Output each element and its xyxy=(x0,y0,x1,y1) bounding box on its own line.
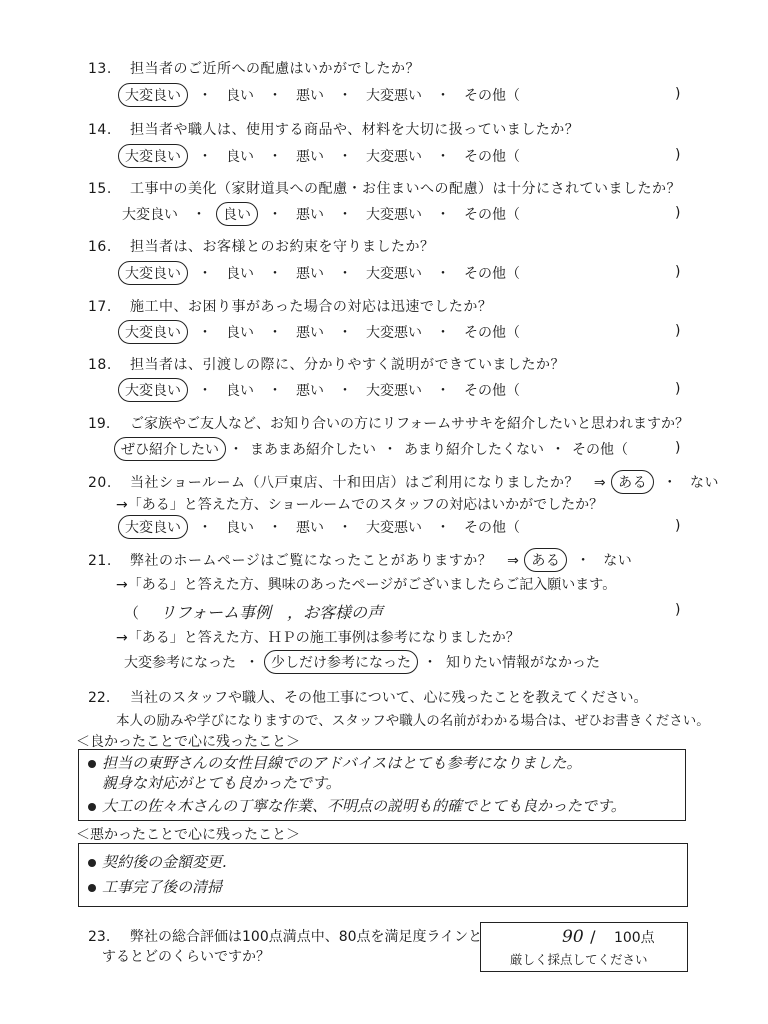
options-13: 大変良い ・ 良い ・ 悪い ・ 大変悪い ・ その他（ xyxy=(118,83,524,107)
option[interactable]: その他（ xyxy=(464,207,520,223)
open-paren: （ xyxy=(124,604,140,622)
close-paren: ) xyxy=(675,205,681,221)
option[interactable]: 良い xyxy=(226,266,254,282)
bullet-icon xyxy=(88,760,96,768)
option[interactable]: その他（ xyxy=(464,266,520,282)
answer-no[interactable]: ない xyxy=(603,553,633,569)
score-note: 厳しく採点してください xyxy=(510,952,648,967)
option[interactable]: 知りたい情報がなかった xyxy=(446,655,600,671)
question-text: 当社のスタッフや職人、その他工事について、心に残ったことを教えてください。 xyxy=(130,690,648,706)
question-19 xyxy=(88,413,689,433)
question-13 xyxy=(88,58,420,78)
option[interactable]: 良い xyxy=(226,149,254,165)
question-16 xyxy=(88,236,435,256)
option[interactable]: その他（ xyxy=(464,383,520,399)
bullet-icon xyxy=(88,859,96,867)
question-text: 担当者は、引渡しの際に、分かりやすく説明ができていましたか？ xyxy=(130,357,565,373)
question-number: 19. xyxy=(88,416,111,432)
question-text: 担当者のご近所への配慮はいかがでしたか？ xyxy=(130,61,420,77)
question-number: 23. xyxy=(88,929,111,945)
question-22-text2: 本人の励みや学びになりますので、スタッフや職人の名前がわかる場合は、ぜひお書きください。 xyxy=(116,713,710,729)
good-comment-line: 担当の東野さんの女性目線でのアドバイスはとても参考になりました。 xyxy=(88,752,582,773)
option-selected[interactable]: 良い xyxy=(216,202,258,226)
question-number: 21. xyxy=(88,553,112,569)
options-17: 大変良い ・ 良い ・ 悪い ・ 大変悪い ・ その他（ xyxy=(118,320,524,344)
option[interactable]: 悪い xyxy=(296,520,324,536)
question-15 xyxy=(88,178,681,198)
option[interactable]: 悪い xyxy=(296,207,324,223)
question-text: 弊社のホームページはご覧になったことがありますか？ xyxy=(130,553,493,569)
option[interactable]: その他（ xyxy=(464,88,520,104)
bad-comment-line: 工事完了後の清掃 xyxy=(88,876,222,897)
question-number: 17. xyxy=(88,299,112,315)
option[interactable]: まあまあ紹介したい xyxy=(250,442,376,458)
question-text: 工事中の美化（家財道具への配慮・お住まいへの配慮）は十分にされていましたか？ xyxy=(130,181,681,197)
question-17 xyxy=(88,296,492,316)
answer-yes-selected[interactable]: ある xyxy=(611,470,654,494)
option[interactable]: 良い xyxy=(226,88,254,104)
option[interactable]: 大変悪い xyxy=(366,266,422,282)
option[interactable]: その他（ xyxy=(464,149,520,165)
option[interactable]: その他（ xyxy=(464,325,520,341)
question-text: 担当者や職人は、使用する商品や、材料を大切に扱っていましたか？ xyxy=(130,122,580,138)
options-14: 大変良い ・ 良い ・ 悪い ・ 大変悪い ・ その他（ xyxy=(118,144,524,168)
option[interactable]: 大変悪い xyxy=(366,149,422,165)
close-paren: ) xyxy=(675,518,681,534)
option[interactable]: 悪い xyxy=(296,266,324,282)
options-19: ぜひ紹介したい ・ まあまあ紹介したい ・ あまり紹介したくない ・ その他（ xyxy=(114,437,632,461)
option[interactable]: 大変参考になった xyxy=(124,655,236,671)
option[interactable]: 大変悪い xyxy=(366,88,422,104)
question-text: 施工中、お困り事があった場合の対応は迅速でしたか？ xyxy=(130,299,493,315)
arrow: ⇒ xyxy=(507,553,520,569)
arrow: ⇒ xyxy=(593,475,607,491)
question-number: 15. xyxy=(88,181,112,197)
option[interactable]: 大変良い xyxy=(122,207,178,223)
close-paren: ) xyxy=(675,602,681,618)
option[interactable]: 大変悪い xyxy=(366,383,422,399)
close-paren: ) xyxy=(675,323,681,339)
q21-answer-field[interactable] xyxy=(124,600,383,623)
options-18: 大変良い ・ 良い ・ 悪い ・ 大変悪い ・ その他（ xyxy=(118,378,524,402)
option-selected[interactable]: 大変良い xyxy=(118,261,188,285)
question-text: ご家族やご友人など、お知り合いの方にリフォームササキを紹介したいと思われますか？ xyxy=(130,416,690,432)
option-selected[interactable]: 大変良い xyxy=(118,144,188,168)
options-20: 大変良い ・ 良い ・ 悪い ・ 大変悪い ・ その他（ xyxy=(118,515,524,539)
question-14 xyxy=(88,119,579,139)
option-selected[interactable]: ぜひ紹介したい xyxy=(114,437,226,461)
option[interactable]: 良い xyxy=(226,325,254,341)
option[interactable]: 大変悪い xyxy=(366,207,422,223)
options-21: 大変参考になった ・ 少しだけ参考になった ・ 知りたい情報がなかった xyxy=(120,650,604,674)
option[interactable]: その他（ xyxy=(572,442,628,458)
score-row xyxy=(562,927,655,947)
option-selected[interactable]: 大変良い xyxy=(118,515,188,539)
option[interactable]: 悪い xyxy=(296,149,324,165)
question-text: 担当者は、お客様とのお約束を守りましたか？ xyxy=(130,239,435,255)
bullet-icon xyxy=(88,803,96,811)
question-text: 弊社の総合評価は100点満点中、80点を満足度ラインと xyxy=(130,929,483,945)
close-paren: ) xyxy=(675,264,681,280)
close-paren: ) xyxy=(675,147,681,163)
q20-subquestion: →「ある」と答えた方、ショールームでのスタッフの対応はいかがでしたか？ xyxy=(116,497,604,513)
option-selected[interactable]: 大変良い xyxy=(118,83,188,107)
bullet-icon xyxy=(88,884,96,892)
q21-subquestion-1: →「ある」と答えた方、興味のあったページがございましたらご記入願います。 xyxy=(116,577,617,593)
question-23 xyxy=(88,926,482,946)
question-number: 14. xyxy=(88,122,112,138)
option[interactable]: 悪い xyxy=(296,383,324,399)
q21-subquestion-2: →「ある」と答えた方、ＨＰの施工事例は参考になりましたか？ xyxy=(116,630,520,646)
option[interactable]: 大変悪い xyxy=(366,520,422,536)
question-20: 20. 当社ショールーム（八戸東店、十和田店）はご利用になりましたか？ ⇒ ある ・ ない xyxy=(88,470,723,494)
answer-yes-selected[interactable]: ある xyxy=(524,548,567,572)
question-18 xyxy=(88,354,565,374)
score-value: 90 xyxy=(562,927,584,947)
bad-comments-label: ＜悪かったことで心に残ったこと＞ xyxy=(76,827,300,843)
option[interactable]: 良い xyxy=(226,520,254,536)
good-comment-line: 大工の佐々木さんの丁寧な作業、不明点の説明も的確でとても良かったです。 xyxy=(88,795,626,816)
handwritten-answer: リフォーム事例 ，お客様の声 xyxy=(159,603,383,622)
option-selected[interactable]: 大変良い xyxy=(118,378,188,402)
question-number: 20. xyxy=(88,475,112,491)
option-selected[interactable]: 大変良い xyxy=(118,320,188,344)
close-paren: ) xyxy=(675,86,681,102)
option[interactable]: あまり紹介したくない xyxy=(404,442,544,458)
question-number: 16. xyxy=(88,239,112,255)
option[interactable]: 大変悪い xyxy=(366,325,422,341)
question-number: 18. xyxy=(88,357,112,373)
score-max: 100点 xyxy=(613,930,655,946)
options-16: 大変良い ・ 良い ・ 悪い ・ 大変悪い ・ その他（ xyxy=(118,261,524,285)
close-paren: ) xyxy=(675,381,681,397)
good-comments-label: ＜良かったことで心に残ったこと＞ xyxy=(76,734,300,750)
question-text: 当社ショールーム（八戸東店、十和田店）はご利用になりましたか？ xyxy=(130,475,579,491)
answer-no[interactable]: ない xyxy=(690,475,719,491)
option-selected[interactable]: 少しだけ参考になった xyxy=(264,650,418,674)
question-23-text2: するとどのくらいですか？ xyxy=(102,949,270,965)
option[interactable]: その他（ xyxy=(464,520,520,536)
bad-comment-line: 契約後の金額変更. xyxy=(88,851,227,872)
question-number: 13. xyxy=(88,61,112,77)
option[interactable]: 悪い xyxy=(296,325,324,341)
good-comment-line: 親身な対応がとても良かったです。 xyxy=(102,774,341,792)
options-15: 大変良い ・ 良い ・ 悪い ・ 大変悪い ・ その他（ xyxy=(118,202,524,226)
question-number: 22. xyxy=(88,690,111,706)
score-slash: / xyxy=(590,927,596,946)
question-22 xyxy=(88,687,647,707)
option[interactable]: 悪い xyxy=(296,88,324,104)
option[interactable]: 良い xyxy=(226,383,254,399)
question-21: 21. 弊社のホームページはご覧になったことがありますか？ ⇒ ある ・ ない xyxy=(88,548,636,572)
close-paren: ) xyxy=(675,440,681,456)
